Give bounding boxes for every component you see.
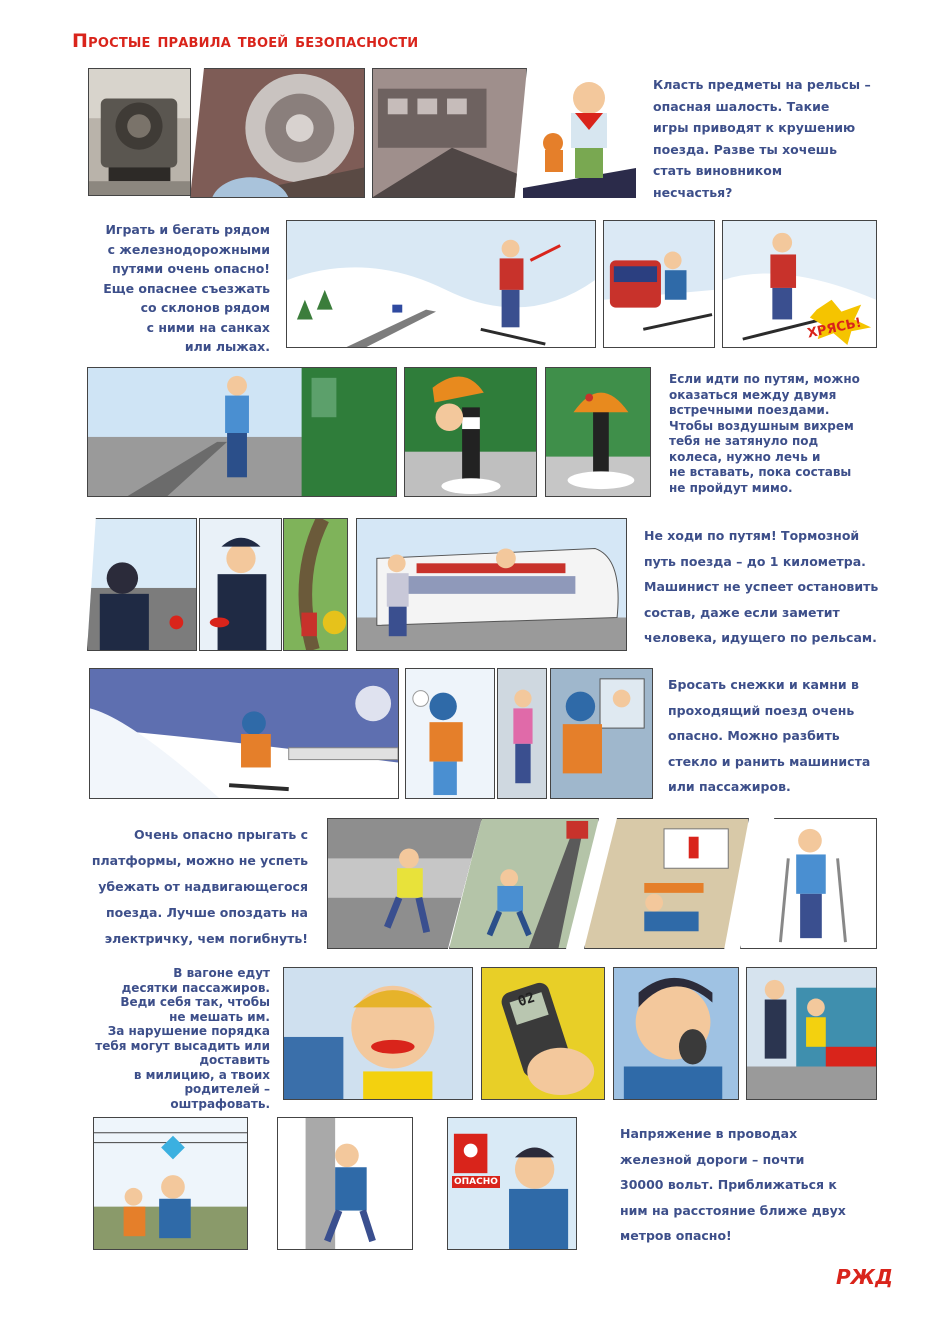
comic-panel-skier-crash: [722, 220, 877, 348]
text-line: За нарушение порядка: [107, 1024, 270, 1038]
text-line: убежать от надвигающегося: [98, 879, 308, 894]
text-line: игры приводят к крушению: [653, 120, 856, 135]
text-line: с железнодорожными: [107, 241, 270, 257]
rzd-logo: РЖД: [836, 1265, 893, 1289]
danger-sign-text: ОПАСНО: [452, 1176, 500, 1188]
comic-panel-train-skier: [603, 220, 715, 348]
comic-panel-boy-throwing: [405, 668, 495, 799]
phone-display-digits: 02: [515, 989, 537, 1011]
text-jumping-platform: [90, 822, 308, 952]
text-line: поезда. Разве ты хочешь: [653, 141, 837, 157]
text-line: Очень опасно прыгать с: [134, 827, 308, 842]
comic-panel-train-derail: [372, 68, 527, 198]
comic-panel-climbing-pole: [277, 1117, 413, 1250]
comic-panel-sledding-hill: [89, 668, 399, 799]
comic-panel-boy-at-window: [550, 668, 653, 799]
text-line: проходящий поезд очень: [668, 702, 855, 718]
text-line: 30000 вольт. Приближаться к: [620, 1177, 837, 1192]
text-voltage: [620, 1121, 870, 1249]
text-line: не вставать, пока составы: [669, 465, 852, 479]
text-line: колеса, нужно лечь и: [669, 449, 821, 464]
comic-panel-wheel-stone: [190, 68, 365, 198]
comic-panel-curving-track: [283, 518, 348, 651]
text-line: Если идти по путям, можно: [669, 372, 860, 386]
text-line: Не ходи по путям! Тормозной: [644, 528, 860, 543]
text-line: не пройдут мимо.: [669, 480, 793, 495]
text-braking-distance: [644, 523, 884, 651]
text-line: платформы, можно не успеть: [91, 853, 308, 868]
text-line: опасная шалость. Такие: [653, 98, 830, 114]
comic-panel-danger-sign: [447, 1117, 577, 1250]
comic-panel-police-platform: [746, 967, 877, 1100]
text-line: Чтобы воздушным вихрем: [669, 418, 854, 433]
text-line: метров опасно!: [620, 1228, 732, 1243]
text-line: тебя могут высадить или: [95, 1038, 270, 1053]
text-line: родителей –: [184, 1082, 270, 1096]
page-title: Простые правила твоей безопасности: [72, 30, 419, 52]
text-line: человека, идущего по рельсам.: [644, 630, 877, 645]
text-line: Класть предметы на рельсы –: [653, 77, 871, 92]
text-line: Машинист не успеет остановить: [644, 579, 879, 594]
text-line: Бросать снежки и камни в: [668, 677, 859, 692]
comic-panel-boy-hugging-post: [404, 367, 537, 497]
text-line: опасно. Можно разбить: [668, 728, 840, 743]
comic-panel-boy-on-tracks: [523, 68, 636, 198]
comic-panel-kite-wires: [93, 1117, 248, 1250]
text-line: Веди себя так, чтобы: [120, 995, 270, 1009]
comic-panel-driver-brake: [199, 518, 282, 651]
text-line: стать виновником: [653, 163, 783, 178]
text-line: путь поезда – до 1 километра.: [644, 553, 866, 569]
text-line: доставить: [199, 1053, 270, 1067]
text-line: оказаться между двумя: [669, 387, 837, 402]
text-line: встречными поездами.: [669, 403, 830, 417]
comic-panel-phone-in-hand: [481, 967, 605, 1100]
comic-panel-steam-locomotive: [88, 68, 191, 196]
text-line: путями очень опасно!: [112, 261, 270, 276]
text-line: в милицию, а твоих: [133, 1067, 270, 1082]
comic-panel-boy-and-train: [356, 518, 627, 651]
text-line: железной дороги – почти: [620, 1151, 805, 1167]
comic-panel-skier-hill: [286, 220, 596, 348]
comic-panel-girl-platform: [497, 668, 547, 799]
text-line: с ними на санках: [146, 319, 270, 335]
comic-panel-man-on-phone: [613, 967, 739, 1100]
text-line: десятки пассажиров.: [121, 980, 270, 995]
text-line: не мешать им.: [169, 1009, 270, 1024]
text-line: тебя не затянуло под: [669, 434, 819, 448]
comic-panel-driver-cab: [87, 518, 197, 651]
text-line: стекло и ранить машиниста: [668, 753, 871, 769]
text-rails-objects: [653, 74, 883, 203]
comic-panel-boy-whistling: [283, 967, 473, 1100]
text-line: оштрафовать.: [170, 1096, 270, 1111]
text-line: со склонов рядом: [140, 300, 270, 315]
text-line: Напряжение в проводах: [620, 1126, 798, 1141]
comic-panel-hat-on-post: [545, 367, 651, 497]
text-line: электричку, чем погибнуть!: [104, 931, 308, 946]
text-line: или пассажиров.: [668, 779, 791, 794]
text-line: Еще опаснее съезжать: [103, 280, 270, 296]
comic-panel-injured-boy: [584, 818, 749, 949]
text-line: Играть и бегать рядом: [105, 222, 270, 237]
text-line: состав, даже если заметит: [644, 604, 840, 620]
sfx-crash-text: ХРЯСЬ!: [806, 315, 863, 342]
text-passengers: [90, 966, 270, 1111]
text-two-trains: [669, 372, 889, 496]
text-playing-near-tracks: [90, 220, 270, 357]
text-line: ним на расстояние ближе двух: [620, 1202, 846, 1218]
comic-panel-boy-crutches: [740, 818, 877, 949]
text-line: В вагоне едут: [173, 966, 270, 980]
text-snowballs: [668, 672, 888, 800]
comic-panel-boy-between-trains: [87, 367, 397, 497]
text-line: или лыжах.: [184, 339, 270, 354]
text-line: несчастья?: [653, 184, 733, 200]
text-line: поезда. Лучше опоздать на: [106, 905, 308, 920]
